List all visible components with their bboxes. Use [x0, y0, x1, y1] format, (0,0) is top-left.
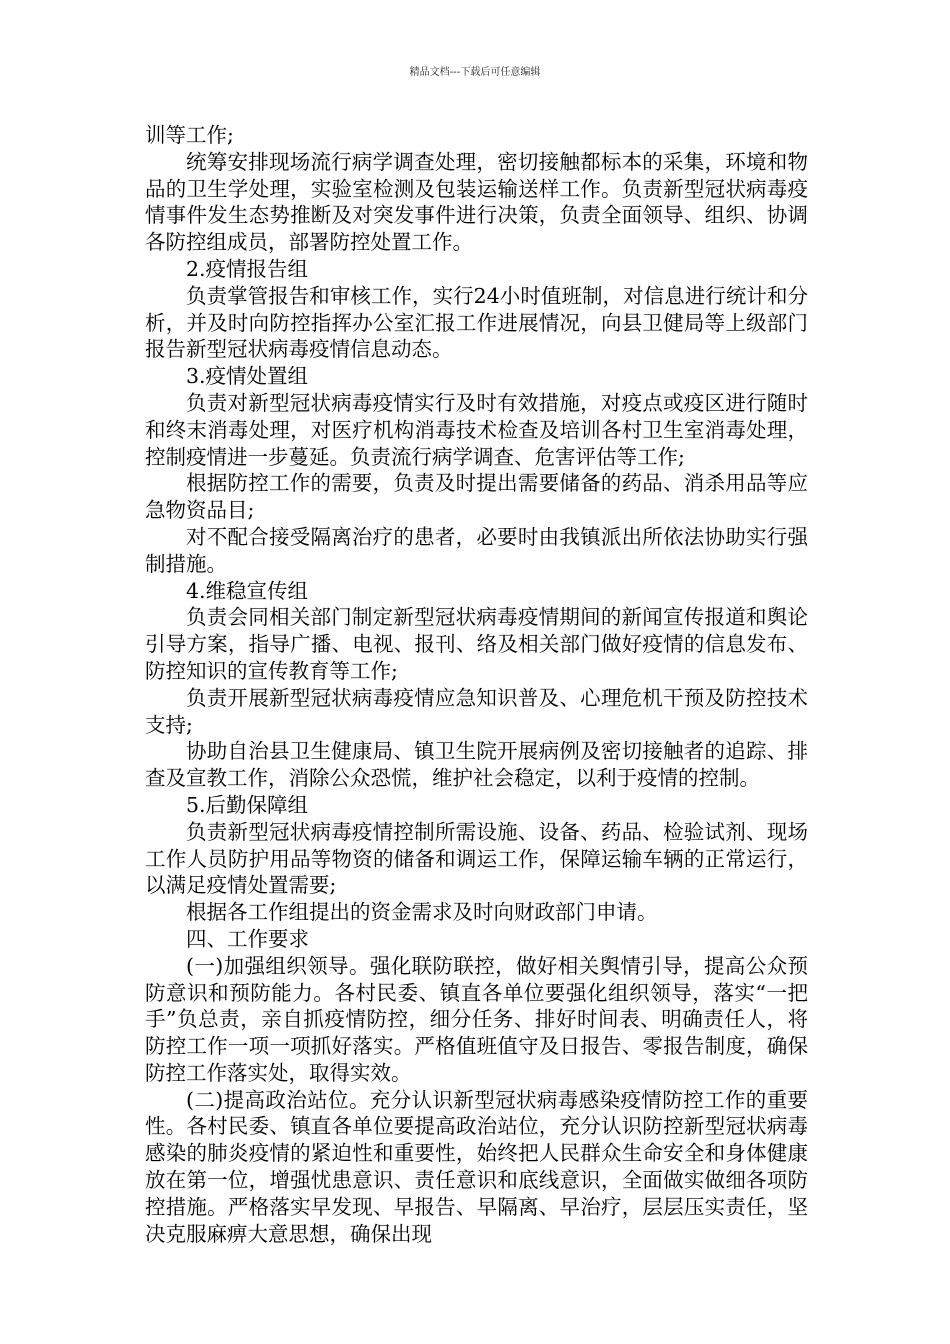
- paragraph: 负责开展新型冠状病毒疫情应急知识普及、心理危机干预及防控技术支持;: [145, 685, 808, 737]
- document-body: [145, 122, 808, 1247]
- paragraph: 负责掌管报告和审核工作，实行24小时值班制，对信息进行统计和分析，并及时向防控指挥办公室汇报工作进展情况，向县卫健局等上级部门报告新型冠状病毒疫情信息动态。: [145, 283, 808, 362]
- paragraph: 对不配合接受隔离治疗的患者，必要时由我镇派出所依法协助实行强制措施。: [145, 524, 808, 576]
- paragraph-continuation: 训等工作;: [145, 123, 234, 147]
- section-heading-work-requirements: 四、工作要求: [186, 926, 309, 951]
- section-heading-report-group: 2.疫情报告组: [186, 256, 309, 281]
- paragraph: 负责新型冠状病毒疫情控制所需设施、设备、药品、检验试剂、现场工作人员防护用品等物资的储备和调运工作，保障运输车辆的正常运行，以满足疫情处置需要;: [145, 819, 808, 898]
- paragraph: 负责对新型冠状病毒疫情实行及时有效措施，对疫点或疫区进行随时和终末消毒处理，对医疗机构消毒技术检查及培训各村卫生室消毒处理，控制疫情进一步蔓延。负责流行病学调查、危害评估等工作;: [145, 390, 808, 469]
- paragraph: (二)提高政治站位。充分认识新型冠状病毒感染疫情防控工作的重要性。各村民委、镇直各单位要提高政治站位，充分认识防控新型冠状病毒感染的肺炎疫情的紧迫性和重要性，始终把人民群众生命安全和身体健康放在第一位，增强忧患意识、责任意识和底线意识，全面做实做细各项防控措施。严格落实早发现、早报告、早隔离、早治疗，层层压实责任，坚决克服麻痹大意思想，确保出现: [145, 1087, 808, 1246]
- paragraph: 负责会同相关部门制定新型冠状病毒疫情期间的新闻宣传报道和舆论引导方案，指导广播、电视、报刊、络及相关部门做好疫情的信息发布、防控知识的宣传教育等工作;: [145, 605, 808, 683]
- paragraph: 根据各工作组提出的资金需求及时向财政部门申请。: [186, 900, 658, 925]
- paragraph: 统筹安排现场流行病学调查处理，密切接触都标本的采集，环境和物品的卫生学处理，实验室检测及包装运输送样工作。负责新型冠状病毒疫情事件发生态势推断及对突发事件进行决策，负责全面领导、组织、协调各防控组成员，部署防控处置工作。: [145, 149, 808, 255]
- section-heading-handling-group: 3.疫情处置组: [186, 364, 309, 389]
- paragraph: 根据防控工作的需要，负责及时提出需要储备的药品、消杀用品等应急物资品目;: [145, 471, 808, 523]
- paragraph: (一)加强组织领导。强化联防联控，做好相关舆情引导，提高公众预防意识和预防能力。各村民委、镇直各单位要强化组织领导，落实“一把手”负总责，亲自抓疫情防控，细分任务、排好时间表、明确责任人，将防控工作一项一项抓好落实。严格值班值守及日报告、零报告制度，确保防控工作落实处，取得实效。: [145, 953, 808, 1085]
- page-header: 精品文档---下载后可任意编辑: [409, 67, 541, 78]
- section-heading-logistics-group: 5.后勤保障组: [186, 792, 309, 817]
- paragraph: 协助自治县卫生健康局、镇卫生院开展病例及密切接触者的追踪、排查及宣教工作，消除公众恐慌，维护社会稳定，以利于疫情的控制。: [145, 739, 808, 791]
- section-heading-publicity-group: 4.维稳宣传组: [186, 578, 309, 603]
